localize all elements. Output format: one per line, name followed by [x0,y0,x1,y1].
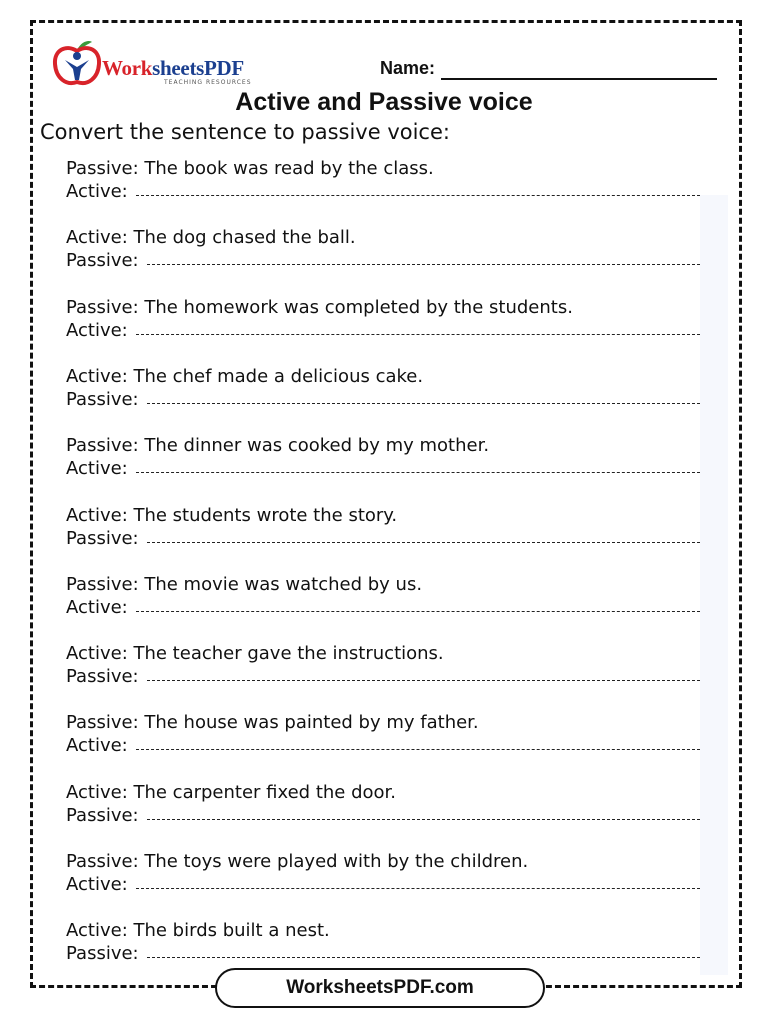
label-separator: : [121,227,134,249]
answer-blank-line[interactable] [147,403,700,404]
brand-tagline: TEACHING RESOURCES [164,79,252,86]
answer-row [66,388,700,412]
answer-blank-line[interactable] [136,611,700,612]
given-sentence-row [66,850,528,874]
given-voice-label: Passive [66,712,133,734]
given-voice-label: Active [66,365,122,387]
name-field-line[interactable] [441,78,717,80]
given-sentence-row [66,226,356,250]
answer-voice-label: Active: [66,458,128,480]
given-sentence: The movie was watched by us. [144,573,423,595]
given-sentence: The students wrote the story. [133,504,398,526]
answer-blank-line[interactable] [147,819,700,820]
exercise-item [66,850,700,900]
given-voice-label: Active [66,920,122,942]
label-separator: : [132,296,145,318]
label-separator: : [132,158,145,179]
label-separator: : [121,781,134,803]
brand-name: WorksheetsPDF [102,56,244,80]
answer-voice-label: Active: [66,874,128,895]
exercise-item [66,711,700,761]
answer-row [66,804,700,828]
label-separator: : [121,365,134,387]
answer-row [66,873,700,897]
given-sentence-row [66,642,444,666]
label-separator: : [132,712,145,734]
given-sentence-row [66,434,489,458]
given-sentence: The house was painted by my father. [144,712,479,734]
given-voice-label: Passive [66,573,133,595]
label-separator: : [132,435,145,457]
answer-row [66,180,700,204]
answer-row [66,319,700,343]
given-voice-label: Active [66,781,122,803]
answer-blank-line[interactable] [136,749,700,750]
given-voice-label: Passive [66,435,133,457]
exercise-item [66,573,700,623]
given-sentence: The teacher gave the instructions. [133,643,444,665]
label-separator: : [121,504,134,526]
answer-blank-line[interactable] [136,472,700,473]
worksheetspdf-logo [52,38,262,88]
answer-voice-label: Active: [66,596,128,618]
answer-row [66,527,700,551]
answer-voice-label: Passive: [66,666,139,688]
answer-row [66,942,700,966]
given-sentence-row [66,781,396,805]
label-separator: : [132,851,145,872]
given-sentence-row [66,573,422,597]
exercise-item [66,919,700,969]
instruction-text: Convert the sentence to passive voice: [40,120,450,144]
answer-row [66,665,700,689]
answer-blank-line[interactable] [147,680,700,681]
label-separator: : [132,573,145,595]
answer-voice-label: Active: [66,181,128,202]
exercise-item [66,642,700,692]
exercise-item [66,296,700,346]
answer-row [66,734,700,758]
exercise-item [66,781,700,831]
given-sentence-row [66,157,434,181]
given-voice-label: Active [66,504,122,526]
answer-voice-label: Active: [66,735,128,757]
given-sentence: The birds built a nest. [133,920,330,942]
answer-blank-line[interactable] [136,888,700,889]
name-label: Name: [380,58,436,78]
answer-voice-label: Active: [66,319,128,341]
answer-voice-label: Passive: [66,388,139,410]
answer-voice-label: Passive: [66,943,139,965]
exercise-item [66,157,700,207]
label-separator: : [121,643,134,665]
given-sentence-row [66,919,330,943]
right-shade-strip [700,195,728,975]
given-sentence: The dinner was cooked by my mother. [144,435,490,457]
label-separator: : [121,920,134,942]
given-sentence: The dog chased the ball. [133,227,356,249]
answer-blank-line[interactable] [147,957,700,958]
given-sentence-row [66,504,397,528]
given-voice-label: Active [66,227,122,249]
exercise-item [66,434,700,484]
answer-voice-label: Passive: [66,527,139,549]
given-voice-label: Passive [66,851,133,872]
answer-blank-line[interactable] [136,195,700,196]
given-sentence: The toys were played with by the children. [144,851,529,872]
apple-icon [52,38,102,88]
given-sentence-row [66,711,479,735]
answer-row [66,596,700,620]
answer-blank-line[interactable] [147,264,700,265]
answer-blank-line[interactable] [147,542,700,543]
answer-row [66,457,700,481]
exercise-item [66,504,700,554]
exercise-item [66,226,700,276]
answer-voice-label: Passive: [66,804,139,826]
given-sentence: The chef made a delicious cake. [133,365,424,387]
answer-blank-line[interactable] [136,334,700,335]
answer-row [66,249,700,273]
given-sentence: The homework was completed by the students. [144,296,573,318]
footer-site-badge: WorksheetsPDF.com [215,968,545,1008]
given-voice-label: Passive [66,296,133,318]
exercise-item [66,365,700,415]
given-sentence-row [66,365,423,389]
given-voice-label: Passive [66,158,133,179]
page-title: Active and Passive voice [235,88,533,116]
given-sentence: The carpenter fixed the door. [133,781,397,803]
answer-voice-label: Passive: [66,250,139,272]
given-sentence-row [66,296,573,320]
given-voice-label: Active [66,643,122,665]
given-sentence: The book was read by the class. [144,158,434,179]
